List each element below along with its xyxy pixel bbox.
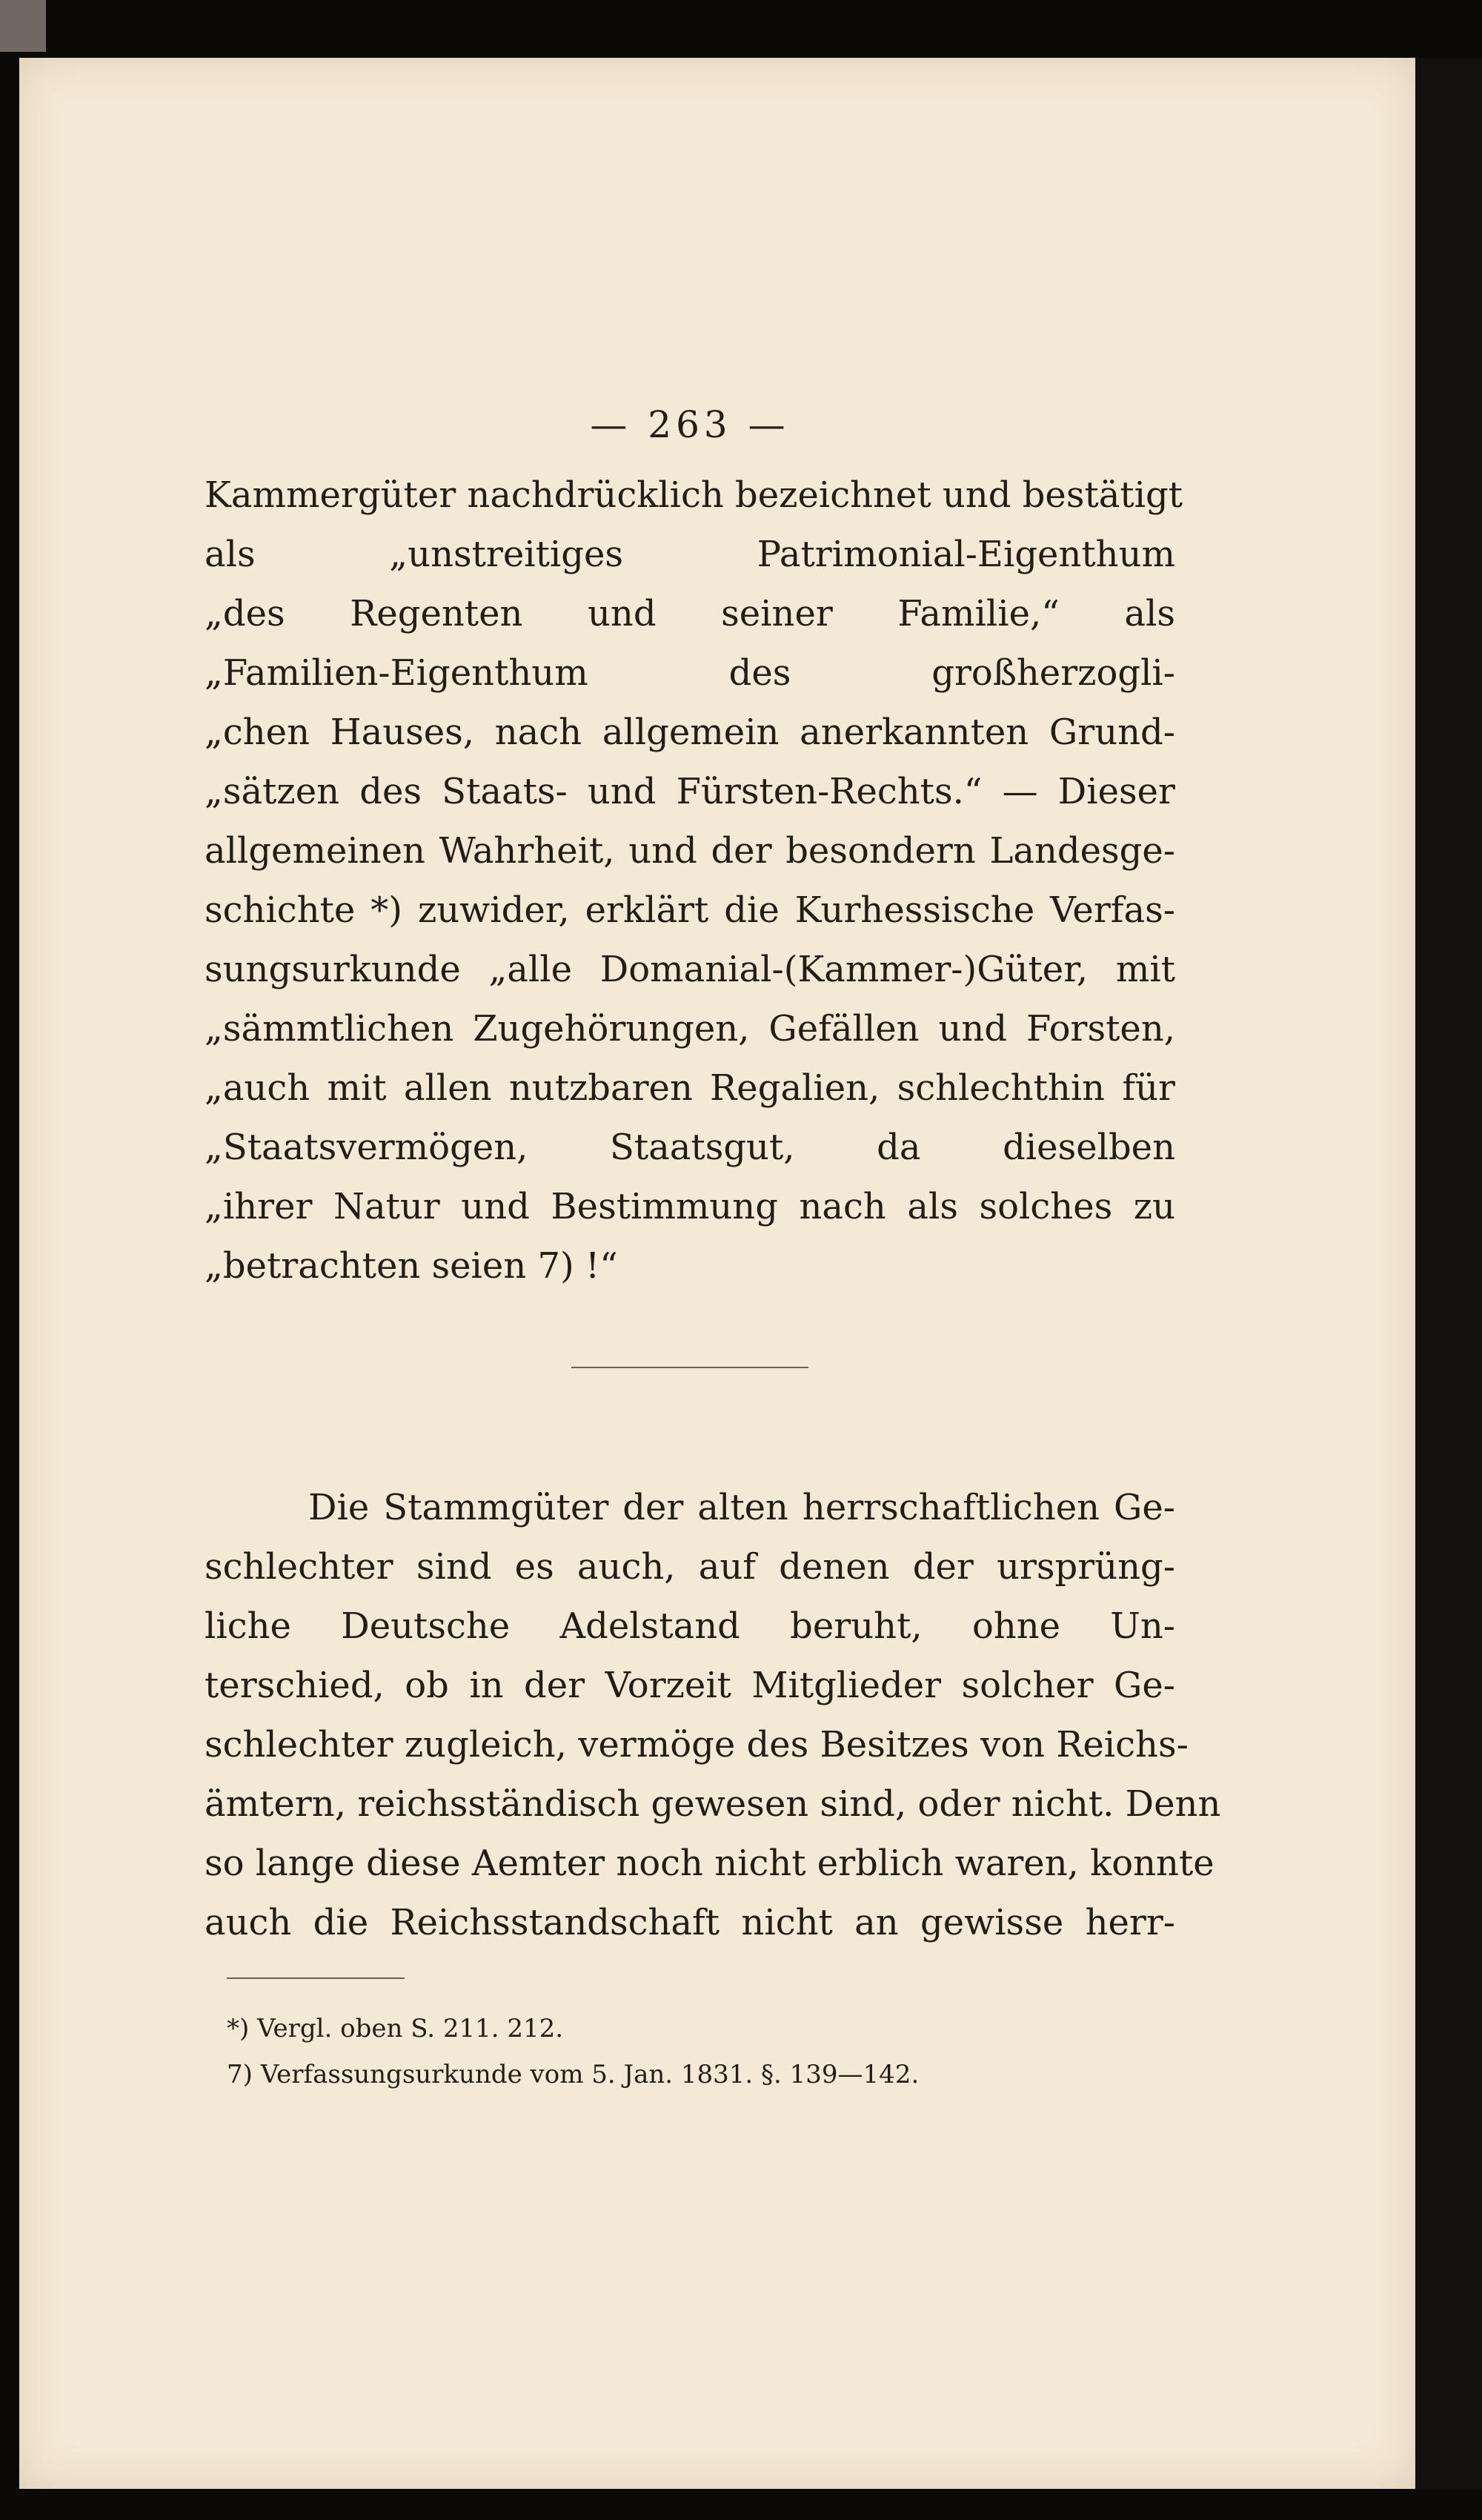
text-line: sungsurkunde „alle Domanial-(Kammer-)Güter, mit: [205, 949, 1175, 990]
text-line: Kammergüter nachdrücklich bezeichnet und bestätigt: [205, 474, 1183, 516]
text-line: „betrachten seien 7) !“: [205, 1245, 618, 1287]
book-spine-edge: [0, 0, 46, 52]
section-divider: [571, 1367, 808, 1368]
text-line: schichte *) zuwider, erklärt die Kurhessische Verfas-: [205, 889, 1175, 931]
text-line: als „unstreitiges Patrimonial-Eigenthum: [205, 534, 1175, 575]
footnote: *) Vergl. oben S. 211. 212.: [227, 2014, 564, 2043]
text-line: „Staatsvermögen, Staatsgut, da dieselben: [205, 1127, 1175, 1168]
text-line: „ihrer Natur und Bestimmung nach als solches zu: [205, 1186, 1175, 1227]
text-line: terschied, ob in der Vorzeit Mitglieder solcher Ge-: [205, 1665, 1175, 1706]
page-number-header: — 263 —: [590, 403, 790, 446]
text-line: „Familien-Eigenthum des großherzogli-: [205, 652, 1175, 694]
text-line: „chen Hauses, nach allgemein anerkannten Grund-: [205, 712, 1175, 753]
text-line: „sämmtlichen Zugehörungen, Gefällen und Forsten,: [205, 1008, 1175, 1050]
text-line: Die Stammgüter der alten herrschaftlichen Ge-: [308, 1487, 1175, 1528]
paragraph-2: [205, 1478, 1221, 1952]
text-line: „sätzen des Staats- und Fürsten-Rechts.“ — Dieser: [205, 771, 1175, 812]
text-line: so lange diese Aemter noch nicht erblich waren, konnte: [205, 1843, 1214, 1884]
scan-background-edge: [1415, 58, 1482, 2489]
footnote: 7) Verfassungsurkunde vom 5. Jan. 1831. §. 139—142.: [227, 2060, 920, 2089]
text-line: allgemeinen Wahrheit, und der besondern Landesge-: [205, 830, 1175, 872]
text-line: liche Deutsche Adelstand beruht, ohne Un-: [205, 1605, 1175, 1647]
text-line: schlechter zugleich, vermöge des Besitzes von Reichs-: [205, 1724, 1189, 1765]
paragraph-1: [205, 465, 1183, 1296]
footnote-divider: [227, 1977, 405, 1979]
book-page: [19, 58, 1415, 2489]
text-line: auch die Reichsstandschaft nicht an gewisse herr-: [205, 1902, 1175, 1943]
text-line: „des Regenten und seiner Familie,“ als: [205, 593, 1175, 634]
text-line: „auch mit allen nutzbaren Regalien, schlechthin für: [205, 1067, 1175, 1109]
text-line: schlechter sind es auch, auf denen der ursprüng-: [205, 1546, 1175, 1588]
footnotes: [205, 2006, 1175, 2098]
page-text: [205, 384, 1221, 2098]
text-line: ämtern, reichsständisch gewesen sind, oder nicht. Denn: [205, 1783, 1221, 1825]
